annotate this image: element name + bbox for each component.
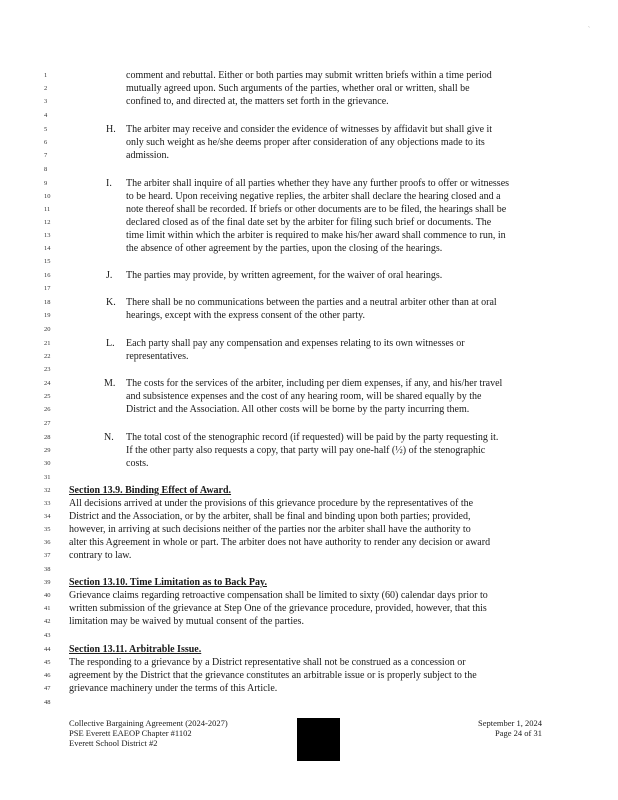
section-line: written submission of the grievance at Step One of the grievance procedure, provided, however, that this (69, 603, 487, 614)
item-h-line: The arbiter may receive and consider the evidence of witnesses by affidavit but shall give it (126, 124, 493, 135)
line-number: 27 (44, 420, 51, 427)
item-n-line: The total cost of the stenographic record (if requested) will be paid by the party requesting it. (126, 432, 499, 443)
line-number: 48 (44, 699, 51, 706)
line-number: 2 (44, 85, 48, 92)
section-heading: Section 13.11. Arbitrable Issue. (69, 644, 202, 655)
item-l-line: Each party shall pay any compensation and expenses relating to its own witnesses or (126, 338, 465, 349)
line-number: 46 (44, 672, 51, 679)
line-number: 14 (44, 245, 51, 252)
line-number: 12 (44, 219, 51, 226)
item-n-line: If the other party also requests a copy, that party will pay one-half (½) of the stenographic (126, 445, 486, 456)
line-number: 5 (44, 126, 48, 133)
line-number: 29 (44, 447, 51, 454)
footer-chapter: PSE Everett EAEOP Chapter #1102 (69, 728, 192, 738)
item-letter-n: N. (104, 432, 114, 443)
section-heading: Section 13.10. Time Limitation as to Back Pay. (69, 577, 267, 588)
item-letter-k: K. (106, 297, 116, 308)
item-i-line: the absence of other agreement by the parties, upon the closing of the hearings. (126, 243, 443, 254)
item-letter-j: J. (106, 270, 113, 281)
item-m-line: District and the Association. All other costs will be borne by the party incurring them. (126, 404, 470, 415)
line-number: 16 (44, 272, 51, 279)
line-number: 17 (44, 285, 51, 292)
line-number: 10 (44, 193, 51, 200)
section-line: limitation may be waived by mutual consent of the parties. (69, 616, 304, 627)
item-k-line: There shall be no communications between the parties and a neutral arbiter other than at oral (126, 297, 497, 308)
body-line: comment and rebuttal. Either or both parties may submit written briefs within a time period (126, 70, 492, 81)
item-j-line: The parties may provide, by written agreement, for the waiver of oral hearings. (126, 270, 443, 281)
line-number: 1 (44, 72, 48, 79)
corner-mark: ` (588, 27, 590, 33)
line-number: 22 (44, 353, 51, 360)
line-number: 34 (44, 513, 51, 520)
item-h-line: only such weight as he/she deems proper after consideration of any objections made to its (126, 137, 485, 148)
line-number: 15 (44, 258, 51, 265)
line-number: 24 (44, 380, 51, 387)
line-number: 13 (44, 232, 51, 239)
line-number: 28 (44, 434, 51, 441)
item-i-line: note thereof shall be recorded. If briefs or other documents are to be filed, the hearings shall be (126, 204, 507, 215)
footer-agreement-title: Collective Bargaining Agreement (2024-2027) (69, 718, 228, 728)
line-number: 40 (44, 592, 51, 599)
item-k-line: hearings, except with the express consent of the other party. (126, 310, 365, 321)
section-heading: Section 13.9. Binding Effect of Award. (69, 485, 232, 496)
item-i-line: time limit within which the arbiter is required to make his/her award shall commence to run, in (126, 230, 506, 241)
section-line: alter this Agreement in whole or part. The arbiter does not have authority to render any decision or award (69, 537, 491, 548)
line-number: 23 (44, 366, 51, 373)
line-number: 11 (44, 206, 51, 213)
line-number: 45 (44, 659, 51, 666)
item-n-line: costs. (126, 458, 149, 469)
line-number: 44 (44, 646, 51, 653)
section-line: Grievance claims regarding retroactive compensation shall be limited to sixty (60) calendar days prior to (69, 590, 488, 601)
footer-district: Everett School District #2 (69, 738, 158, 748)
line-number: 9 (44, 180, 48, 187)
line-number: 31 (44, 474, 51, 481)
redaction-box (297, 718, 340, 761)
footer-page-number: Page 24 of 31 (495, 728, 542, 738)
line-number: 8 (44, 166, 48, 173)
item-h-line: admission. (126, 150, 170, 161)
line-number: 3 (44, 98, 48, 105)
line-number: 35 (44, 526, 51, 533)
line-number: 25 (44, 393, 51, 400)
line-number: 26 (44, 406, 51, 413)
item-i-line: declared closed as of the final date set by the arbiter for filing such brief or documents. The (126, 217, 492, 228)
item-l-line: representatives. (126, 351, 189, 362)
body-line: mutually agreed upon. Such arguments of the parties, whether oral or written, shall be (126, 83, 470, 94)
line-number: 39 (44, 579, 51, 586)
item-letter-m: M. (104, 378, 116, 389)
item-letter-i: I. (106, 178, 112, 189)
line-number: 37 (44, 552, 51, 559)
section-line: grievance machinery under the terms of this Article. (69, 683, 278, 694)
section-line: contrary to law. (69, 550, 132, 561)
line-number: 4 (44, 112, 48, 119)
line-number: 47 (44, 685, 51, 692)
line-number: 42 (44, 618, 51, 625)
line-number: 21 (44, 340, 51, 347)
line-number: 32 (44, 487, 51, 494)
section-line: however, in arriving at such decisions neither of the parties nor the arbiter shall have the authority to (69, 524, 471, 535)
footer-right (478, 718, 542, 738)
line-number: 43 (44, 632, 51, 639)
line-number: 7 (44, 152, 48, 159)
line-number: 33 (44, 500, 51, 507)
body-line: confined to, and directed at, the matters set forth in the grievance. (126, 96, 389, 107)
footer-left (69, 718, 228, 748)
line-number: 41 (44, 605, 51, 612)
footer-date: September 1, 2024 (478, 718, 542, 728)
line-number: 6 (44, 139, 48, 146)
item-m-line: and subsistence expenses and the cost of any hearing room, will be shared equally by the (126, 391, 482, 402)
item-letter-h: H. (106, 124, 116, 135)
item-i-line: to be heard. Upon receiving negative replies, the arbiter shall declare the hearing closed and a (126, 191, 501, 202)
line-number: 36 (44, 539, 51, 546)
item-m-line: The costs for the services of the arbiter, including per diem expenses, if any, and his/her travel (126, 378, 503, 389)
item-letter-l: L. (106, 338, 115, 349)
line-number: 19 (44, 312, 51, 319)
section-line: All decisions arrived at under the provisions of this grievance procedure by the representatives of the (69, 498, 474, 509)
section-line: District and the Association, or by the arbiter, shall be final and binding upon both parties; provided, (69, 511, 471, 522)
line-number: 18 (44, 299, 51, 306)
item-i-line: The arbiter shall inquire of all parties whether they have any further proofs to offer or witnesses (126, 178, 510, 189)
line-number: 38 (44, 566, 51, 573)
line-number: 20 (44, 326, 51, 333)
section-line: The responding to a grievance by a District representative shall not be construed as a concession or (69, 657, 466, 668)
section-line: agreement by the District that the grievance constitutes an arbitrable issue or is properly subject to the (69, 670, 477, 681)
line-number: 30 (44, 460, 51, 467)
